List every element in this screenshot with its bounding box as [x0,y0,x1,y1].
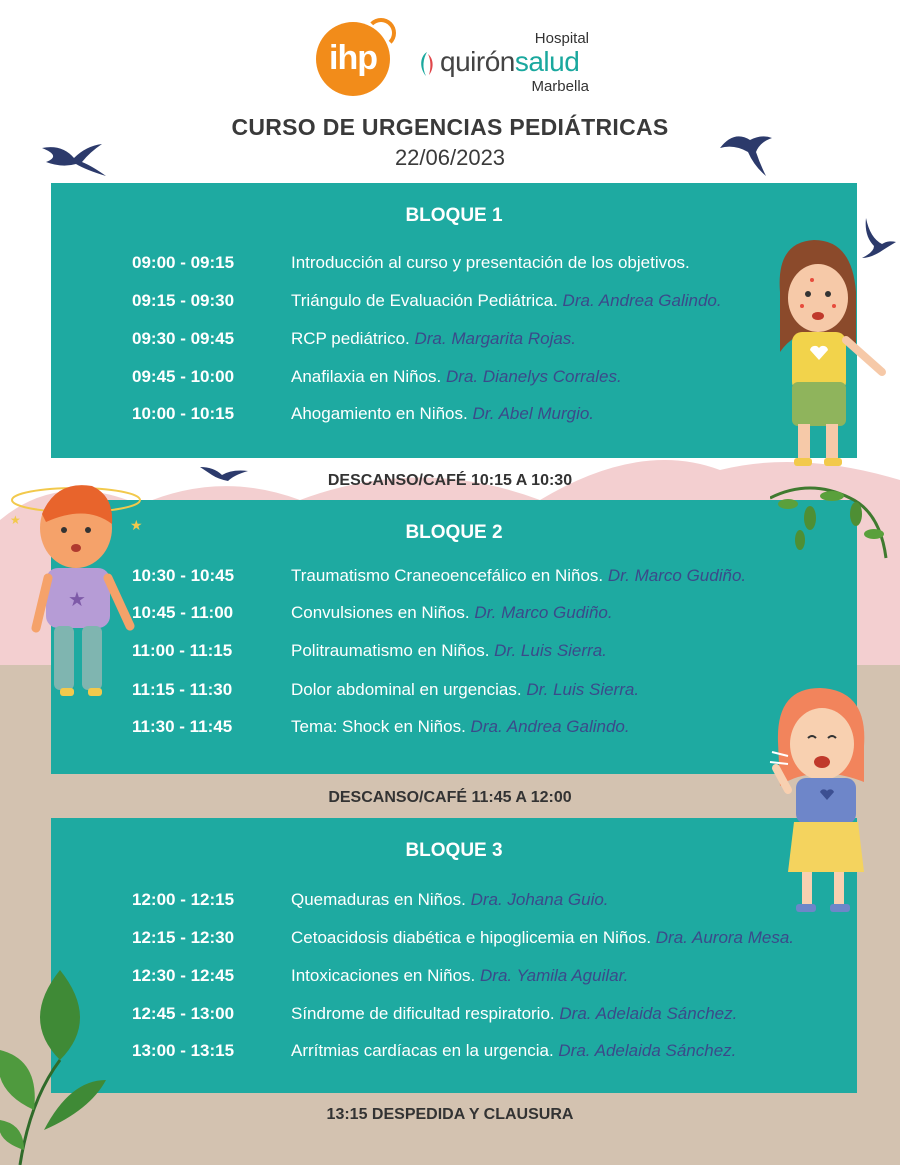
ihp-logo: ihp [316,22,390,96]
course-date: 22/06/2023 [394,145,506,170]
session-row [51,890,857,916]
block-title: BLOQUE 3 [405,840,503,861]
session-row [51,1041,857,1067]
bird-icon [42,140,108,180]
closing-label: 13:15 DESPEDIDA Y CLAUSURA [326,1106,574,1123]
session-row [51,966,857,992]
session-topic: Dolor abdominal en urgencias. Dr. Luis Sierra. [291,680,640,699]
session-time: 09:45 - 10:00 [132,367,235,386]
session-topic: Anafilaxia en Niños. Dra. Dianelys Corrales. [291,367,622,386]
session-time: 10:30 - 10:45 [132,566,235,585]
session-topic: RCP pediátrico. Dra. Margarita Rojas. [291,329,577,348]
session-topic: Triángulo de Evaluación Pediátrica. Dra. Andrea Galindo. [291,291,722,310]
session-time: 12:30 - 12:45 [132,966,235,985]
session-row [51,680,857,706]
session-speaker: Dra. Adelaida Sánchez. [558,1041,737,1060]
dizzy-boy-illustration [6,478,156,708]
session-row [51,291,857,317]
hanging-vine-illustration [770,478,890,568]
session-speaker: Dr. Marco Gudiño. [474,603,613,622]
session-time: 09:15 - 09:30 [132,291,235,310]
sick-girl-illustration [766,232,890,472]
session-time: 12:15 - 12:30 [132,928,235,947]
session-row [51,928,857,954]
block-1 [51,183,857,458]
session-row [51,641,857,667]
session-time: 12:00 - 12:15 [132,890,235,909]
session-speaker: Dra. Andrea Galindo. [562,291,722,310]
session-row [51,253,857,279]
session-row [51,367,857,393]
session-speaker: Dr. Luis Sierra. [494,641,607,660]
plant-leaves-illustration [0,960,110,1165]
session-time: 13:00 - 13:15 [132,1041,235,1060]
session-topic: Tema: Shock en Niños. Dra. Andrea Galindo. [291,717,630,736]
session-speaker: Dr. Luis Sierra. [526,680,640,699]
coughing-girl-illustration [768,682,872,918]
block-title: BLOQUE 1 [405,205,503,226]
quironsalud-mark-icon [418,50,436,78]
session-row [51,1004,857,1030]
session-speaker: Dra. Adelaida Sánchez. [559,1004,738,1023]
hospital-label: Hospital [534,30,589,47]
session-topic: Convulsiones en Niños. Dr. Marco Gudiño. [291,603,613,622]
session-topic: Síndrome de dificultad respiratorio. Dra. Adelaida Sánchez. [291,1004,738,1023]
block-title: BLOQUE 2 [405,522,503,543]
city-label: Marbella [531,78,589,95]
bird-icon [720,130,772,178]
session-time: 09:30 - 09:45 [132,329,235,348]
svg-text:★: ★ [130,517,143,533]
session-speaker: Dra. Yamila Aguilar. [480,966,629,985]
break-label: DESCANSO/CAFÉ 10:15 A 10:30 [327,472,573,489]
session-speaker: Dra. Aurora Mesa. [655,928,795,947]
session-row [51,404,857,430]
session-speaker: Dr. Marco Gudiño. [607,566,747,585]
session-speaker: Dra. Dianelys Corrales. [446,367,622,386]
session-speaker: Dr. Abel Murgio. [472,404,595,423]
break-label: DESCANSO/CAFÉ 11:45 A 12:00 [328,789,572,806]
session-time: 11:00 - 11:15 [132,641,233,660]
session-speaker: Dra. Andrea Galindo. [470,717,630,736]
svg-text:★: ★ [10,513,21,527]
session-time: 11:15 - 11:30 [132,680,233,699]
block-3 [51,818,857,1093]
session-topic: Quemaduras en Niños. Dra. Johana Guio. [291,890,609,909]
session-row [51,329,857,355]
session-row [51,603,857,629]
svg-text:★: ★ [68,589,86,611]
session-topic: Ahogamiento en Niños. Dr. Abel Murgio. [291,404,595,423]
session-topic: Cetoacidosis diabética e hipoglicemia en Niños. Dra. Aurora Mesa. [291,928,795,947]
session-row [51,717,857,743]
session-topic: Politraumatismo en Niños. Dr. Luis Sierra. [291,641,607,660]
brand-name: quirónsalud [440,46,580,77]
block-2 [51,500,857,774]
page-title: CURSO DE URGENCIAS PEDIÁTRICAS [231,114,669,140]
session-speaker: Dra. Johana Guio. [470,890,609,909]
session-topic: Traumatismo Craneoencefálico en Niños. Dr. Marco Gudiño. [291,566,747,585]
session-row [51,566,857,592]
session-time: 11:30 - 11:45 [132,717,233,736]
session-time: 09:00 - 09:15 [132,253,235,272]
session-time: 10:00 - 10:15 [132,404,235,423]
session-topic: Intoxicaciones en Niños. Dra. Yamila Aguilar. [291,966,629,985]
session-topic: Introducción al curso y presentación de los objetivos. [291,253,690,272]
session-time: 10:45 - 11:00 [132,603,234,622]
session-topic: Arrítmias cardíacas en la urgencia. Dra. Adelaida Sánchez. [291,1041,737,1060]
session-time: 12:45 - 13:00 [132,1004,235,1023]
session-speaker: Dra. Margarita Rojas. [414,329,577,348]
quironsalud-logo [418,30,593,100]
